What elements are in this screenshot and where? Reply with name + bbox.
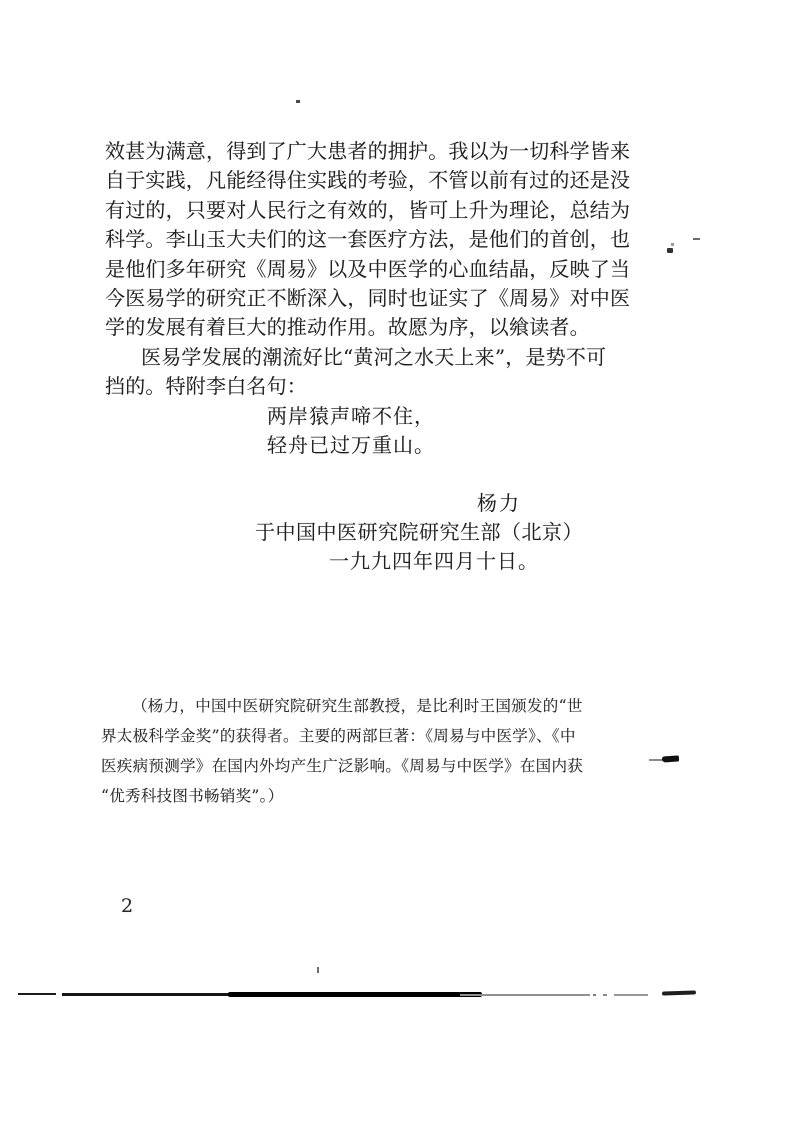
bottom-rule-dot xyxy=(603,994,607,996)
bottom-rule-segment xyxy=(614,994,648,996)
preface-body xyxy=(105,137,635,402)
scan-speck xyxy=(671,243,674,246)
body-line: 挡的。特附李白名句： xyxy=(105,374,307,399)
bottom-rule-segment xyxy=(460,994,590,996)
quoted-poem xyxy=(267,402,435,460)
note-line: “优秀科技图书畅销奖”。） xyxy=(101,787,284,805)
body-line: 是他们多年研究《周易》以及中医学的心血结晶，反映了当 xyxy=(105,256,631,281)
body-line: 有过的，只要对人民行之有效的，皆可上升为理论，总结为 xyxy=(105,197,631,222)
author-bio-note xyxy=(101,691,666,811)
bottom-rule-dot xyxy=(593,994,596,996)
poem-line: 两岸猿声啼不住， xyxy=(267,404,435,428)
bottom-rule-segment xyxy=(228,992,482,997)
scan-speck xyxy=(296,100,300,103)
bottom-rule-segment xyxy=(662,990,696,995)
signature-date: 一九九四年四月十日。 xyxy=(329,549,539,573)
body-line: 医易学发展的潮流好比“黄河之水天上来”，是势不可 xyxy=(141,344,607,369)
bottom-rule-segment xyxy=(18,993,56,995)
note-line: 医疾病预测学》在国内外均产生广泛影响。《周易与中医学》在国内获 xyxy=(101,757,584,775)
signature-author: 杨力 xyxy=(477,491,521,515)
page-number: 2 xyxy=(121,895,134,917)
note-line: （杨力，中国中医研究院研究生部教授，是比利时王国颁发的“世 xyxy=(132,697,583,715)
scan-speck xyxy=(693,238,700,240)
body-line: 自于实践，凡能经得住实践的考验，不管以前有过的还是没 xyxy=(105,168,631,193)
scan-speck xyxy=(662,755,679,762)
body-line: 学的发展有着巨大的推动作用。故愿为序，以飨读者。 xyxy=(105,315,590,340)
body-line: 效甚为满意，得到了广大患者的拥护。我以为一切科学皆来 xyxy=(105,139,631,163)
scan-speck xyxy=(667,248,673,253)
note-line: 界太极科学金奖”的获得者。主要的两部巨著：《周易与中医学》、《中 xyxy=(101,727,576,745)
body-line: 今医易学的研究正不断深入，同时也证实了《周易》对中医 xyxy=(105,286,631,311)
scan-speck xyxy=(317,967,319,973)
poem-line: 轻舟已过万重山。 xyxy=(267,433,435,457)
signature-affiliation: 于中国中医研究院研究生部（北京） xyxy=(255,520,583,544)
body-line: 科学。李山玉大夫们的这一套医疗方法，是他们的首创，也 xyxy=(105,227,631,252)
